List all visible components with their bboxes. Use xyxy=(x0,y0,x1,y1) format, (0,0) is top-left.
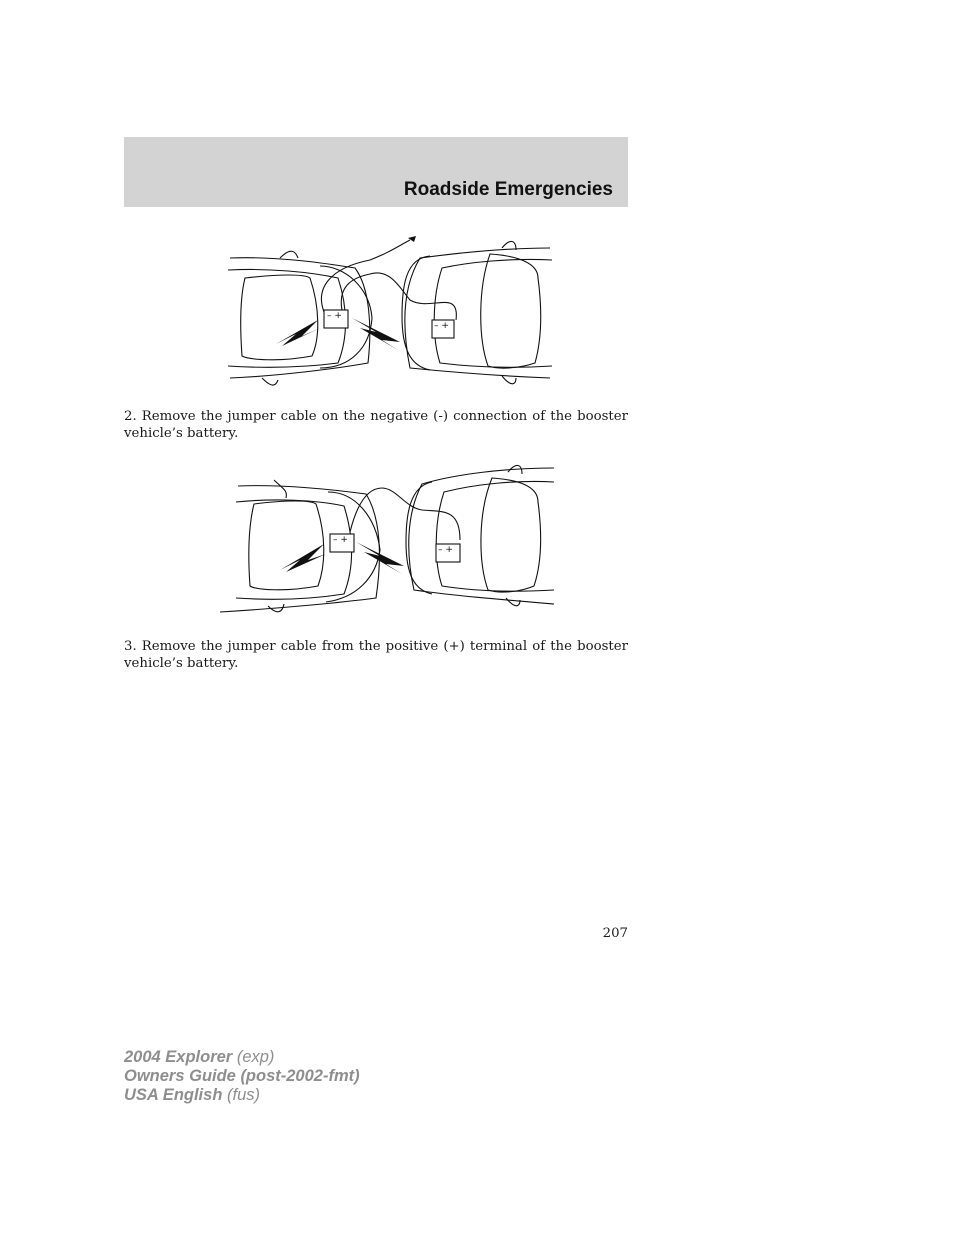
page-number: 207 xyxy=(602,926,628,941)
jumper-cable-diagram-2 xyxy=(216,458,560,618)
battery-right-label: – + xyxy=(434,321,449,331)
footer-line-3: USA English (fus) xyxy=(124,1086,260,1104)
footer-line-1: 2004 Explorer (exp) xyxy=(124,1048,275,1066)
battery-left-label: – + xyxy=(327,311,342,321)
step-2-text: 2. Remove the jumper cable on the negative (-) connection of the booster vehicle’s battery. xyxy=(124,409,628,441)
cars-jumper-illustration-2 xyxy=(216,458,560,618)
step-3-text: 3. Remove the jumper cable from the positive (+) terminal of the booster vehicle’s battery. xyxy=(124,639,628,671)
cars-jumper-illustration-1 xyxy=(220,228,560,396)
footer-line-2: Owners Guide (post-2002-fmt) xyxy=(124,1067,360,1085)
section-header-band xyxy=(124,137,628,207)
battery-left-label-2: – + xyxy=(333,535,348,545)
jumper-cable-diagram-1 xyxy=(220,228,560,396)
section-title: Roadside Emergencies xyxy=(403,179,613,200)
battery-right-label-2: – + xyxy=(438,545,453,555)
document-footer xyxy=(124,1048,360,1105)
